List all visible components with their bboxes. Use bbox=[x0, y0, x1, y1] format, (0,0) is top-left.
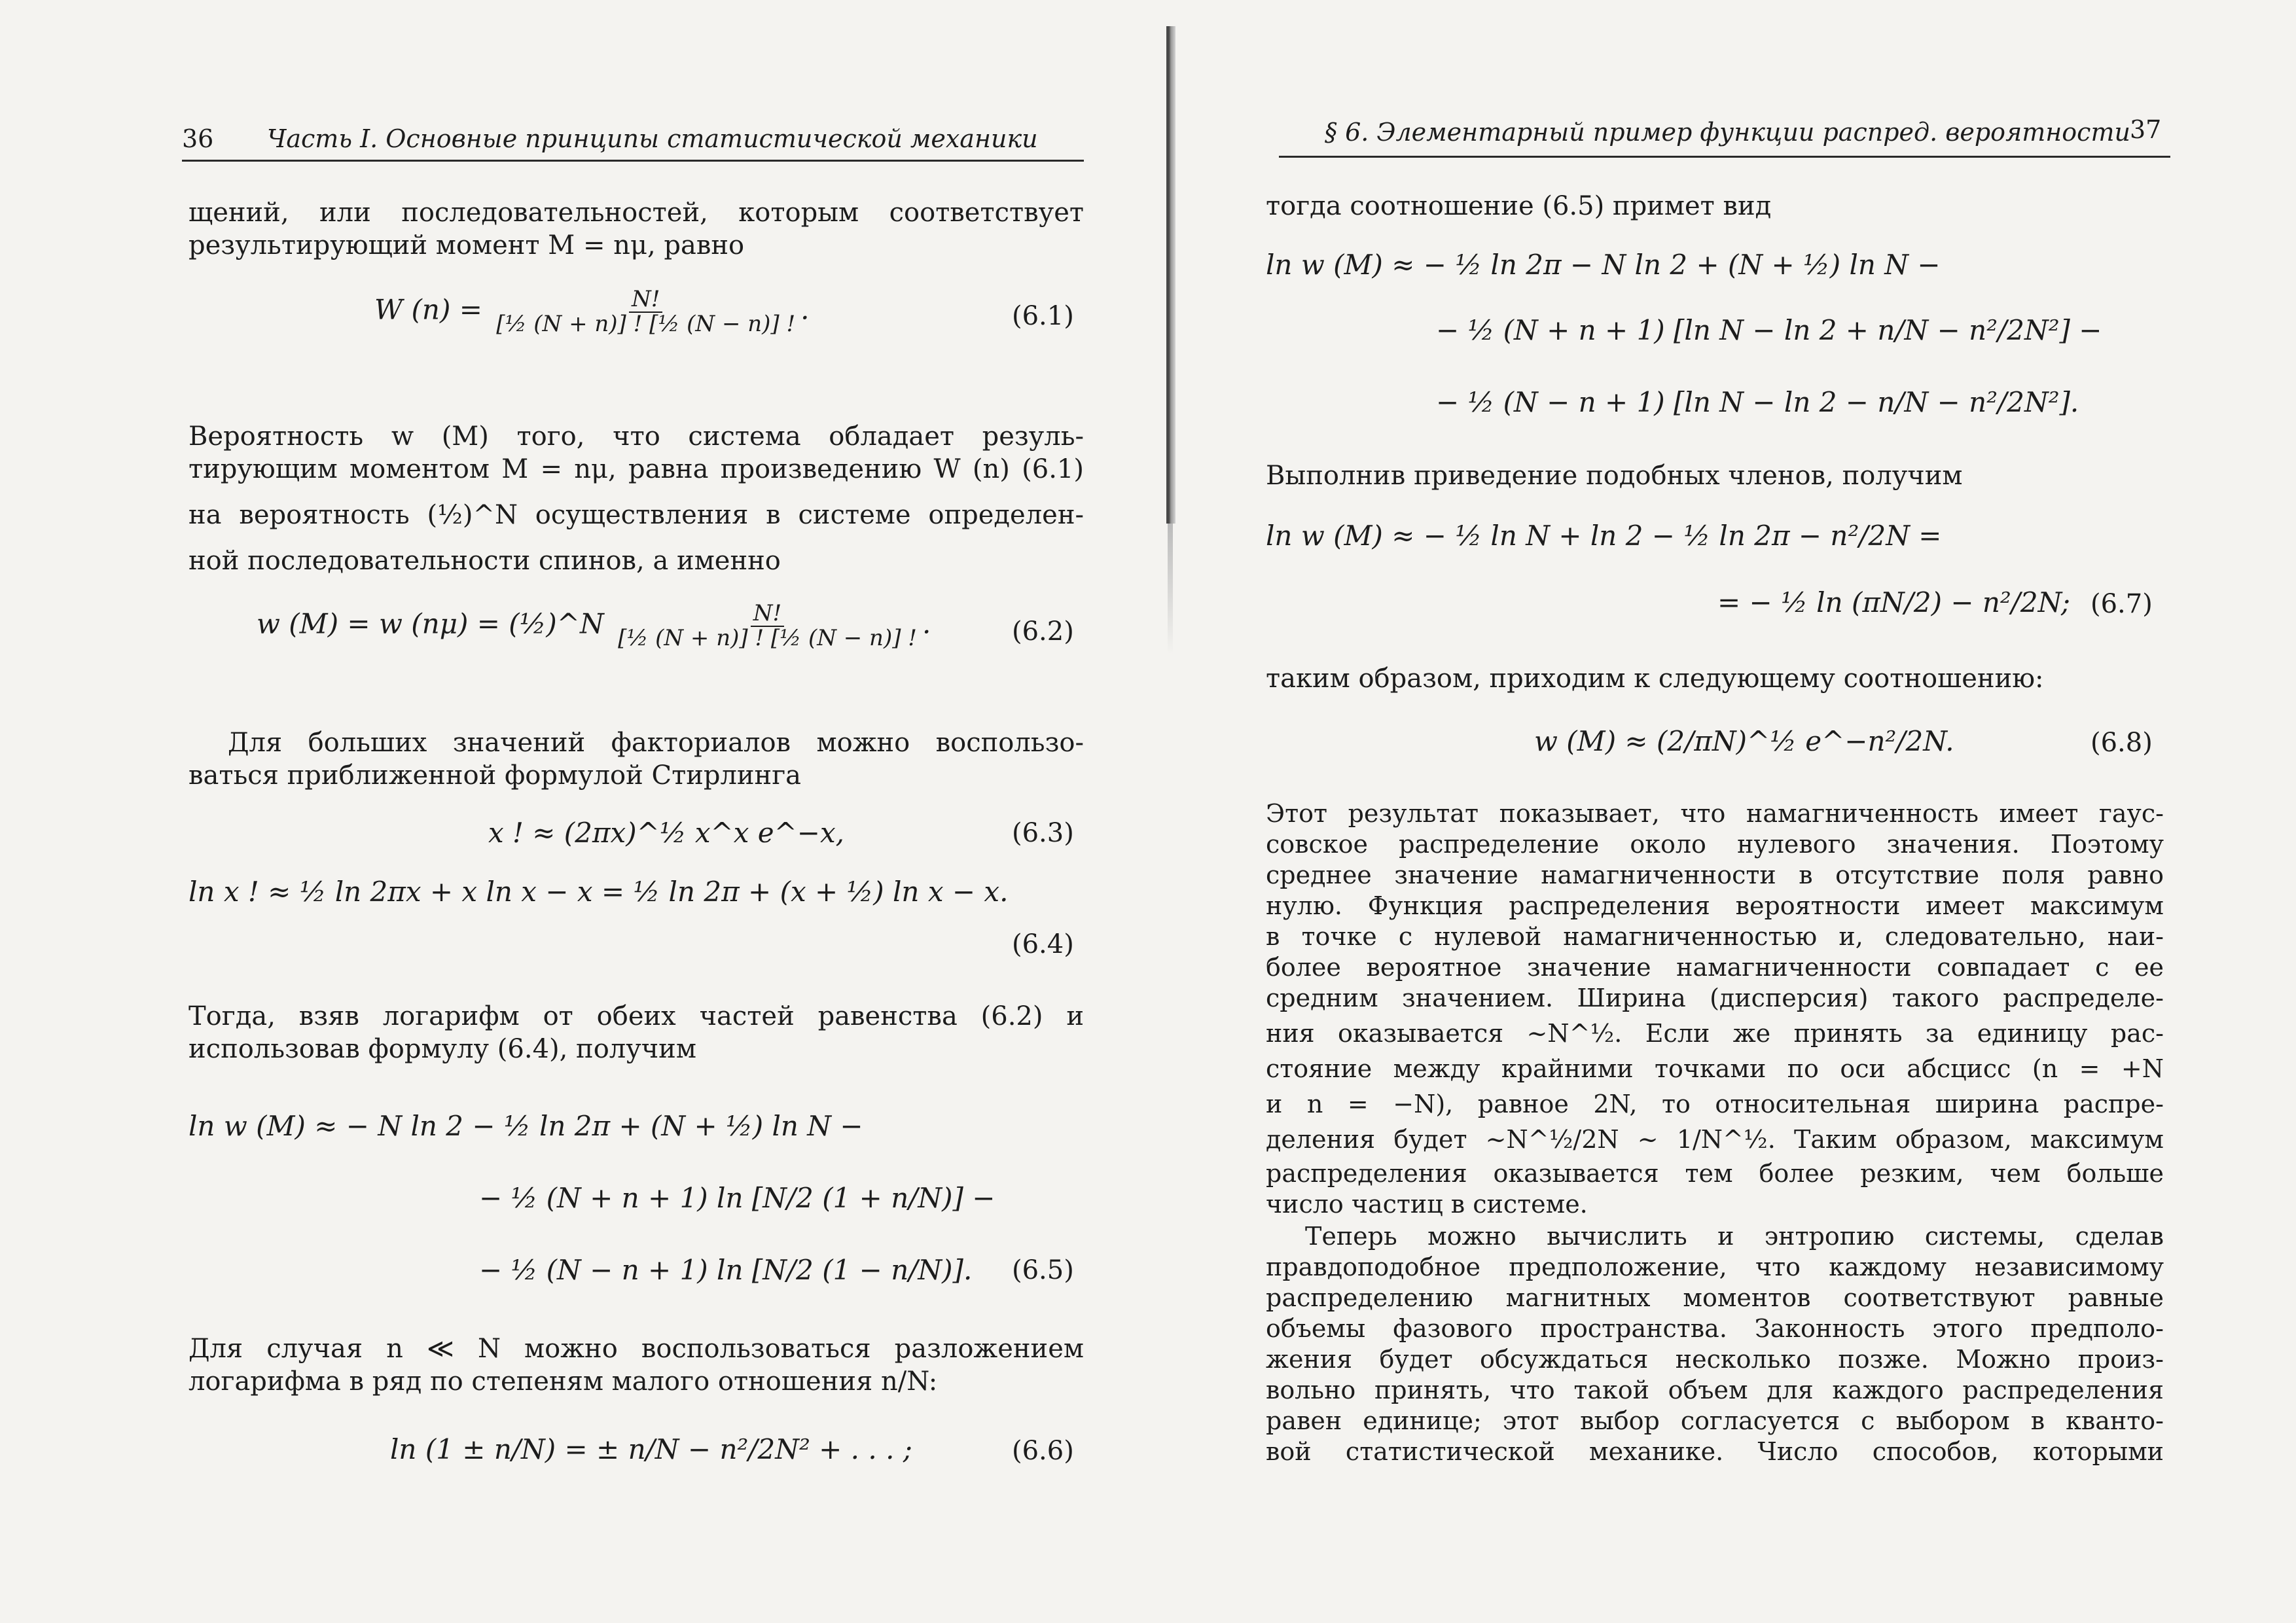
left-p4-line2: использовав формулу (6.4), получим bbox=[188, 1034, 696, 1064]
right-p4-line11: деления будет ~N^½/2N ~ 1/N^½. Таким образом, максимум bbox=[1266, 1125, 2164, 1154]
right-p5-line7: равен единице; этот выбор согласуется с выбором в кванто- bbox=[1266, 1406, 2164, 1435]
eq62-tag: (6.2) bbox=[1012, 616, 1074, 647]
right-p4-line4: нулю. Функция распределения вероятности имеет максимум bbox=[1266, 891, 2164, 920]
right-p4-line12: распределения оказывается тем более резким, чем больше bbox=[1266, 1159, 2164, 1188]
left-p1-line2: результирующий момент M = nμ, равно bbox=[188, 230, 745, 260]
left-running-head: Часть I. Основные принципы статистической механики bbox=[267, 124, 1038, 153]
left-p4-line1: Тогда, взяв логарифм от обеих частей равенства (6.2) и bbox=[188, 1001, 1084, 1031]
right-p4-line2: совское распределение около нулевого значения. Поэтому bbox=[1266, 830, 2164, 859]
right-p4-line5: в точке с нулевой намагниченностью и, следовательно, наи- bbox=[1266, 922, 2164, 951]
eq61-lhs: W (n) = bbox=[374, 293, 482, 326]
right-p5-line5: жения будет обсуждаться несколько позже. Можно произ- bbox=[1266, 1345, 2164, 1374]
eq66-tag: (6.6) bbox=[1012, 1436, 1074, 1466]
left-p2-line2: тирующим моментом M = nμ, равна произведению W (n) (6.1) bbox=[188, 454, 1084, 484]
left-p3-line2: ваться приближенной формулой Стирлинга bbox=[188, 760, 801, 791]
right-p4-line1: Этот результат показывает, что намагниченность имеет гаус- bbox=[1266, 799, 2164, 828]
left-p2-line3: на вероятность (½)^N осуществления в системе определен- bbox=[188, 500, 1084, 530]
eq62-lhs: w (M) = w (nμ) = (½)^N bbox=[257, 607, 604, 640]
left-p2-line4: ной последовательности спинов, а именно bbox=[188, 546, 781, 576]
right-p4-line6: более вероятное значение намагниченности совпадает с ее bbox=[1266, 953, 2164, 982]
equation-6-5-line2: − ½ (N + n + 1) ln [N/2 (1 + n/N)] − bbox=[479, 1182, 996, 1214]
right-p4-line9: стояние между крайними точками по оси абсцисс (n = +N bbox=[1266, 1054, 2164, 1083]
left-p1-line1: щений, или последовательностей, которым соответствует bbox=[188, 198, 1084, 228]
right-p4-line8: ния оказывается ~N^½. Если же принять за единицу рас- bbox=[1266, 1019, 2164, 1048]
eq62-den: [½ (N + n)] ! [½ (N − n)] ! bbox=[618, 624, 917, 651]
right-p4-line7: средним значением. Ширина (дисперсия) такого распределе- bbox=[1266, 984, 2164, 1012]
right-p5-line3: распределению магнитных моментов соответствуют равные bbox=[1266, 1283, 2164, 1312]
right-p1: тогда соотношение (6.5) примет вид bbox=[1266, 191, 1772, 221]
equation-6-3: x ! ≈ (2πx)^½ x^x e^−x, bbox=[488, 817, 845, 849]
eq65-tag: (6.5) bbox=[1012, 1255, 1074, 1285]
left-p2-line1: Вероятность w (M) того, что система обладает резуль- bbox=[188, 421, 1084, 452]
right-eq-line1: ln w (M) ≈ − ½ ln 2π − N ln 2 + (N + ½) ln N − bbox=[1266, 249, 1941, 281]
right-eq-line2: − ½ (N + n + 1) [ln N − ln 2 + n/N − n²/2N²] − bbox=[1436, 314, 2102, 346]
right-eq-line3: − ½ (N − n + 1) [ln N − ln 2 − n/N − n²/2N²]. bbox=[1436, 386, 2079, 418]
right-header-rule bbox=[1279, 156, 2170, 158]
right-p3: таким образом, приходим к следующему соотношению: bbox=[1266, 664, 2044, 694]
right-p5-line8: вой статистической механике. Число способов, которыми bbox=[1266, 1437, 2164, 1466]
equation-6-6: ln (1 ± n/N) = ± n/N − n²/2N² + . . . ; bbox=[390, 1433, 912, 1465]
equation-6-4: ln x ! ≈ ½ ln 2πx + x ln x − x = ½ ln 2π + (x + ½) ln x − x. bbox=[188, 876, 1009, 908]
right-page-number: 37 bbox=[2130, 115, 2162, 144]
equation-6-5-line1: ln w (M) ≈ − N ln 2 − ½ ln 2π + (N + ½) ln N − bbox=[188, 1110, 863, 1142]
left-page-number: 36 bbox=[182, 124, 214, 153]
right-p2: Выполнив приведение подобных членов, получим bbox=[1266, 461, 1963, 491]
equation-6-7-line2: = − ½ ln (πN/2) − n²/2N; bbox=[1717, 586, 2071, 618]
equation-6-7-line1: ln w (M) ≈ − ½ ln N + ln 2 − ½ ln 2π − n²/2N = bbox=[1266, 520, 1942, 552]
right-p4-line3: среднее значение намагниченности в отсутствие поля равно bbox=[1266, 861, 2164, 889]
left-p5-line2: логарифма в ряд по степеням малого отношения n/N: bbox=[188, 1366, 938, 1397]
right-p5-line4: объемы фазового пространства. Законность этого предполо- bbox=[1266, 1314, 2164, 1343]
eq63-tag: (6.3) bbox=[1012, 818, 1074, 848]
right-page bbox=[1148, 0, 2296, 1623]
eq61-num: N! bbox=[629, 288, 662, 313]
eq61-den: [½ (N + n)] ! [½ (N − n)] ! bbox=[496, 310, 796, 337]
left-p5-line1: Для случая n ≪ N можно воспользоваться разложением bbox=[188, 1334, 1084, 1364]
equation-6-5-line3: − ½ (N − n + 1) ln [N/2 (1 − n/N)]. bbox=[479, 1254, 973, 1286]
right-p5-line2: правдоподобное предположение, что каждому независимому bbox=[1266, 1253, 2164, 1281]
left-p3-line1: Для больших значений факториалов можно воспользо- bbox=[228, 728, 1084, 758]
eq68-tag: (6.8) bbox=[2090, 728, 2153, 758]
eq62-num: N! bbox=[751, 602, 784, 627]
equation-6-8: w (M) ≈ (2/πN)^½ e^−n²/2N. bbox=[1534, 725, 1954, 757]
eq67-tag: (6.7) bbox=[2090, 589, 2153, 619]
equation-6-1: W (n) = $\frac{N!}{\text{[½ (N + n)] ! [½ (N − n)] !}}$ . bbox=[374, 286, 810, 337]
eq64-tag: (6.4) bbox=[1012, 929, 1074, 959]
eq61-tag: (6.1) bbox=[1012, 301, 1074, 331]
right-p5-line1: Теперь можно вычислить и энтропию системы, сделав bbox=[1305, 1222, 2164, 1251]
right-running-head: § 6. Элементарный пример функции распред. вероятности bbox=[1325, 118, 2130, 147]
right-p4-line13: число частиц в системе. bbox=[1266, 1190, 1588, 1219]
right-p5-line6: вольно принять, что такой объем для каждого распределения bbox=[1266, 1376, 2164, 1404]
right-p4-line10: и n = −N), равное 2N, то относительная ширина распре- bbox=[1266, 1090, 2164, 1118]
equation-6-2: w (M) = w (nμ) = (½)^N $\frac{N!}{\text{[½ (N + n)] ! [½ (N − n)] !}}$ . bbox=[257, 600, 931, 651]
left-header-rule bbox=[182, 160, 1084, 162]
